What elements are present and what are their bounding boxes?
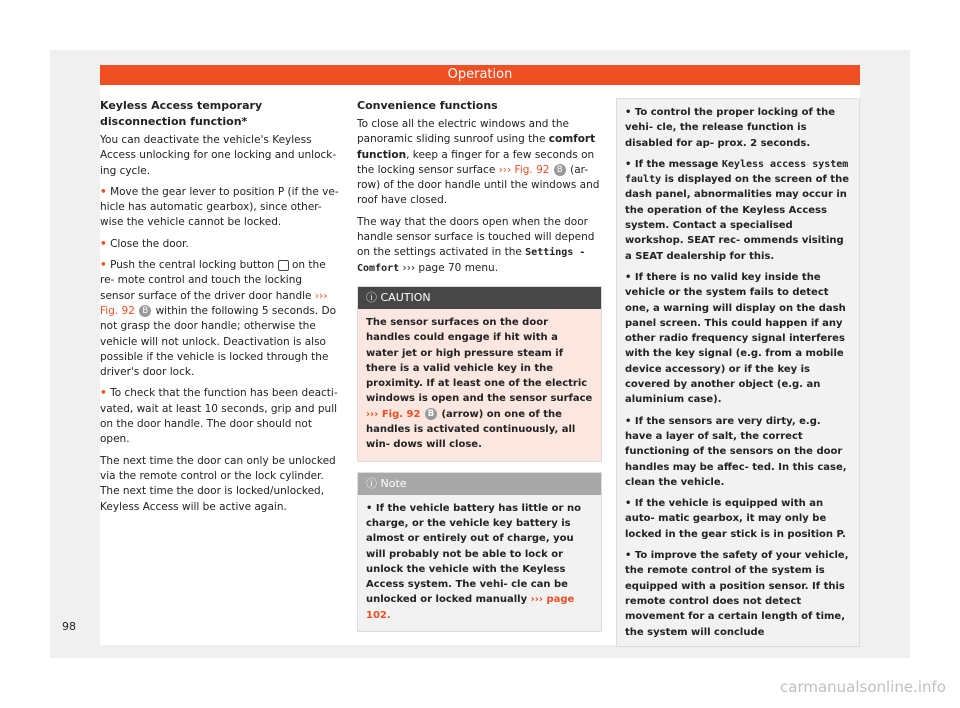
watermark: carmanualsonline.info xyxy=(780,678,946,696)
list-item: • To control the proper locking of the vehi- cle, the release function is disabled for ap- prox. 2 seconds. xyxy=(625,107,836,149)
figure-link[interactable]: ››› Fig. 92 xyxy=(100,289,328,317)
figure-link[interactable]: ››› Fig. 92 xyxy=(366,408,421,420)
list-item: • To improve the safety of your vehicle, the remote control of the system is equipped with a position sensor. If this remote control does not detect movement for a certain length of time, the system will conclude xyxy=(625,550,849,638)
note-body: • If the vehicle battery has little or no charge, or the vehicle key battery is almost or entirely out of charge, you will probably not be able to lock or unlock the vehicle with the Keyless Access system. The vehi- cle can be unlocked or locked manually ››› page 102. xyxy=(358,495,601,631)
column-2 xyxy=(357,98,602,632)
note-continuation-box xyxy=(616,98,860,647)
list-item: • If the vehicle is equipped with an auto- matic gearbox, it may only be locked in the gear stick is in position P. xyxy=(625,498,846,540)
list-item: • Close the door. xyxy=(100,237,189,250)
list-item: • If there is no valid key inside the vehicle or the system fails to detect one, a warning will display on the dash panel screen. This could happen if any other radio frequency signal interferes with the key signal (e.g. from a mobile device accessory) or if the key is covered by another object (e.g. an aluminium case). xyxy=(625,271,846,406)
marker-b: B xyxy=(554,164,566,176)
list-item: • To check that the function has been deacti- vated, wait at least 10 seconds, grip and pull on the door handle. The door should not open. xyxy=(100,387,338,446)
marker-b: B xyxy=(425,408,437,420)
page-number: 98 xyxy=(62,620,76,633)
info-circle-icon: ⓘ xyxy=(366,290,377,304)
caution-box xyxy=(357,286,602,462)
note-box xyxy=(357,472,602,632)
list-item: • Move the gear lever to position P (if the ve- hicle has automatic gearbox), since other- wise the vehicle cannot be locked. xyxy=(100,185,339,229)
column-3 xyxy=(616,98,860,647)
marker-b: B xyxy=(139,305,151,317)
list-item: • Push the central locking button on the re- mote control and touch the locking sensor surface of the driver door handle ››› Fig. 92 B within the following 5 seconds. Do not grasp the door handle; otherwise the vehicle will not unlock. Deactivation is also possible if the vehicle is locked through the driver's door lock. xyxy=(100,259,337,379)
note-icon: ⓘ xyxy=(366,476,377,490)
outro-text: The next time the door can only be unlocked via the remote control or the lock cylinder. The next time the door is locked/unlocked, Keyless Access will be active again. xyxy=(100,454,336,513)
lock-icon xyxy=(278,260,289,271)
caution-body: The sensor surfaces on the door handles could engage if hit with a water jet or high pressure steam if there is a valid vehicle key in the proximity. If at least one of the electric windows is open and the sensor surface ››› Fig. 92 B (arrow) on one of the handles is activated continuously, all win- dows will close. xyxy=(358,309,601,461)
caution-header: ⓘ CAUTION xyxy=(358,287,601,309)
list-item: • If the sensors are very dirty, e.g. have a layer of salt, the correct functioning of the sensors on the door handles may be affec- ted. In this case, clean the vehicle. xyxy=(625,415,847,488)
note-header: ⓘ Note xyxy=(358,473,601,495)
heading-convenience: Convenience functions xyxy=(357,99,498,112)
section-header: Operation xyxy=(100,65,860,85)
column-1 xyxy=(100,98,340,521)
paragraph: The way that the doors open when the door handle sensor surface is touched will depend on the settings activated in the Settings - Comfort ››› page 70 menu. xyxy=(357,215,595,274)
heading-keyless-disconnect: Keyless Access temporary disconnection function* xyxy=(100,99,263,128)
figure-link[interactable]: ››› Fig. 92 xyxy=(498,163,550,176)
list-item: • If the message Keyless access system faulty is displayed on the screen of the dash panel, abnormalities may occur in the operation of the Keyless Access system. Contact a specialised workshop. SEAT rec- ommends visiting a SEAT dealership for this. xyxy=(625,158,849,262)
paragraph: To close all the electric windows and the panoramic sliding sunroof using the comfort function, keep a finger for a few seconds on the locking sensor surface ››› Fig. 92 B (ar- row) of the door handle until the windows and roof have closed. xyxy=(357,118,600,207)
intro-text: You can deactivate the vehicle's Keyless Access unlocking for one locking and unlock- ing cycle. xyxy=(100,134,337,177)
page-link[interactable]: ››› page 102. xyxy=(366,594,575,621)
